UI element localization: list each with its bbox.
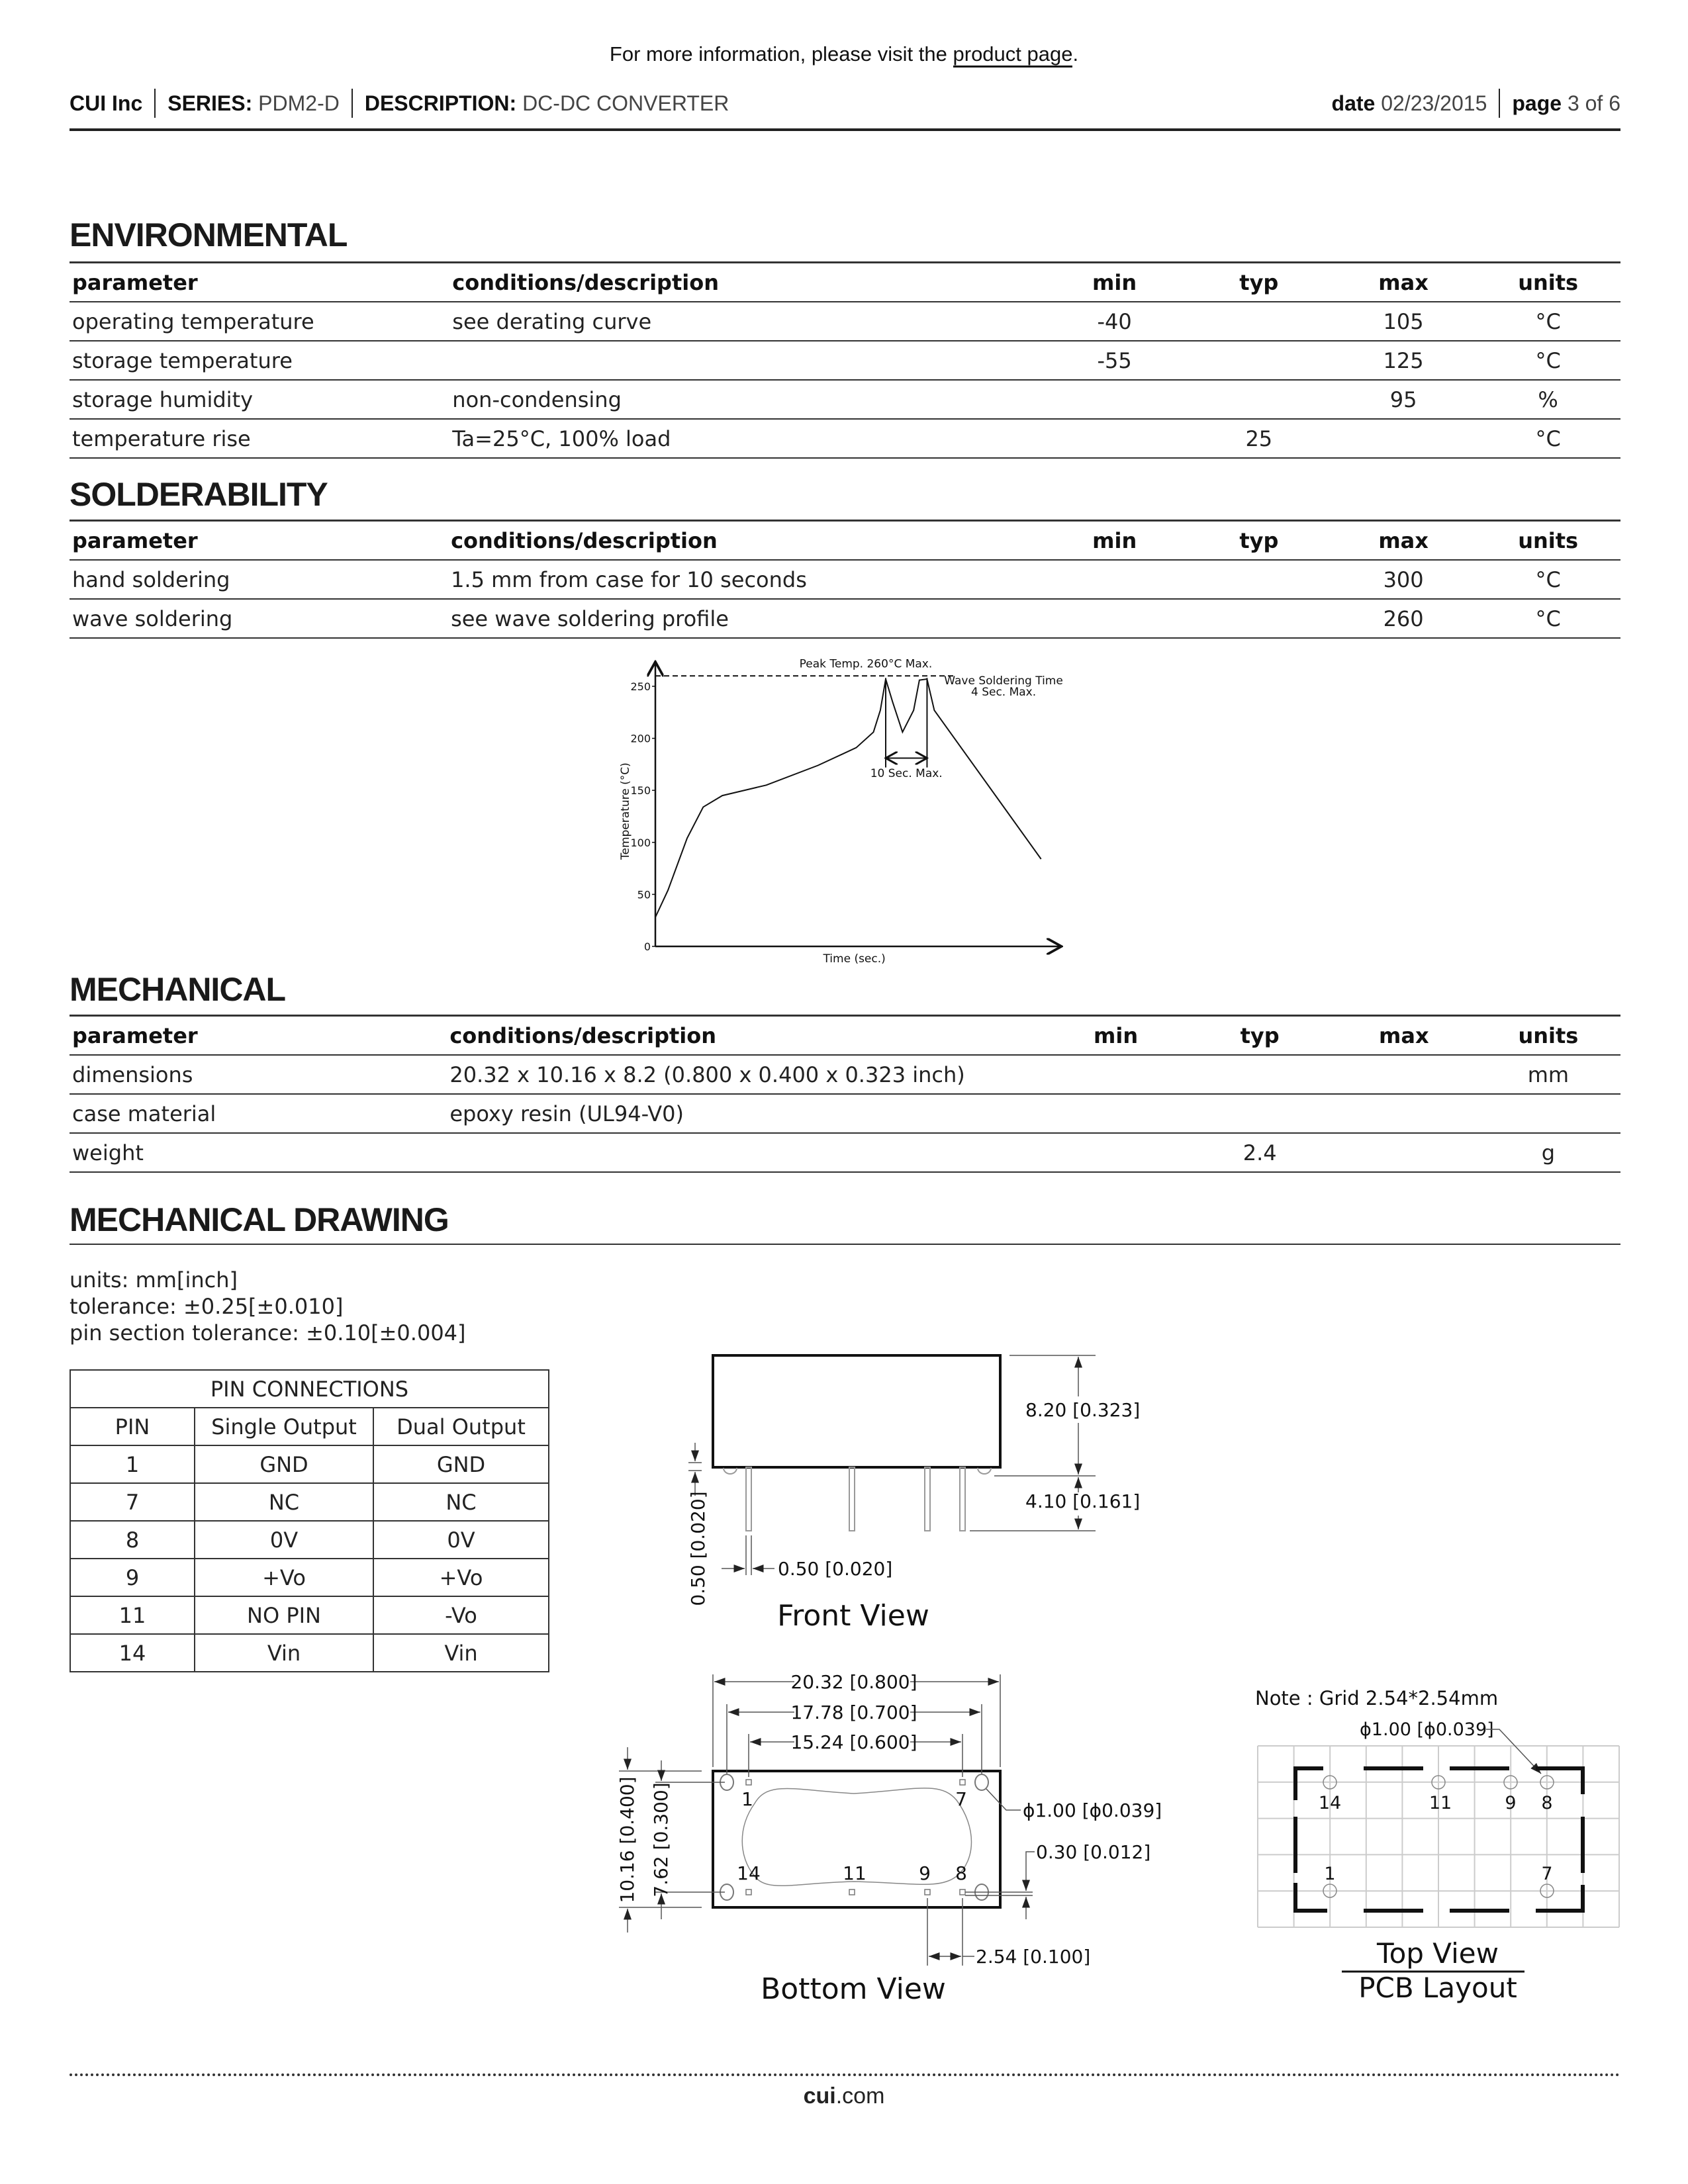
header-rule bbox=[70, 128, 1620, 131]
info-text: For more information, please visit the bbox=[609, 42, 953, 66]
doc-header-right bbox=[1332, 89, 1620, 118]
section-rule bbox=[70, 1244, 1620, 1245]
cell-units: % bbox=[1476, 380, 1620, 419]
hole-dimension: ϕ1.00 [ϕ0.039] bbox=[1023, 1799, 1162, 1821]
cell-units: °C bbox=[1476, 302, 1620, 341]
table-row bbox=[70, 560, 1620, 599]
cell-max: 300 bbox=[1331, 560, 1476, 599]
front-view bbox=[687, 1355, 1140, 1633]
wave-time-annotation-2: 4 Sec. Max. bbox=[970, 686, 1037, 700]
column-header: min bbox=[1044, 1016, 1188, 1056]
single-output-value: NO PIN bbox=[195, 1596, 373, 1634]
grid-note: Note : Grid 2.54*2.54mm bbox=[1255, 1687, 1499, 1709]
cell-units: °C bbox=[1476, 599, 1620, 638]
pin-number: 9 bbox=[70, 1559, 195, 1596]
cell-typ: 2.4 bbox=[1188, 1133, 1332, 1172]
units-note bbox=[70, 1267, 466, 1346]
peak-annotation: Peak Temp. 260°C Max. bbox=[799, 657, 933, 671]
column-header: min bbox=[1043, 521, 1187, 561]
pin-row bbox=[70, 1483, 549, 1521]
units-text: units: mm[inch] bbox=[70, 1267, 238, 1293]
date-label: date bbox=[1331, 91, 1376, 115]
column-header: units bbox=[1476, 1016, 1620, 1056]
dual-output-value: NC bbox=[373, 1483, 549, 1521]
y-tick-label: 200 bbox=[630, 732, 651, 745]
interval-annotation: 10 Sec. Max. bbox=[870, 766, 943, 780]
front-view-title: Front View bbox=[777, 1599, 929, 1633]
column-header: conditions/description bbox=[447, 1016, 1043, 1056]
pin-label: 14 bbox=[737, 1862, 761, 1884]
column-header: conditions/description bbox=[449, 263, 1042, 302]
cell-parameter: storage humidity bbox=[70, 380, 449, 419]
bottom-view bbox=[616, 1671, 1162, 2006]
cell-max: 125 bbox=[1331, 341, 1476, 380]
pin-number: 8 bbox=[70, 1521, 195, 1559]
pin-row bbox=[70, 1521, 549, 1559]
y-tick-label: 250 bbox=[630, 680, 651, 693]
cell-parameter: operating temperature bbox=[70, 302, 449, 341]
cell-conditions-description: 1.5 mm from case for 10 seconds bbox=[448, 560, 1043, 599]
footer-site-rest: .com bbox=[835, 2083, 885, 2109]
column-header: units bbox=[1476, 521, 1620, 561]
page-value: 3 of 6 bbox=[1567, 91, 1620, 115]
pin-label: 9 bbox=[919, 1862, 931, 1884]
cell-typ bbox=[1187, 599, 1331, 638]
mechanical-drawings bbox=[596, 1324, 1655, 2038]
table-header-row bbox=[70, 1016, 1620, 1056]
y-tick-label: 0 bbox=[643, 940, 651, 953]
pin-width-dimension: 0.50 [0.020] bbox=[778, 1558, 893, 1580]
column-header: parameter bbox=[70, 263, 449, 302]
section-title-mechanical-drawing: MECHANICAL DRAWING bbox=[70, 1201, 449, 1238]
cell-typ bbox=[1187, 380, 1331, 419]
cell-parameter: hand soldering bbox=[70, 560, 448, 599]
cell-conditions-description: epoxy resin (UL94-V0) bbox=[447, 1094, 1043, 1133]
cell-units: °C bbox=[1476, 419, 1620, 458]
cell-min bbox=[1043, 599, 1187, 638]
outer-pin-span-dimension: 17.78 [0.700] bbox=[790, 1702, 917, 1723]
cell-units: °C bbox=[1476, 341, 1620, 380]
cell-typ: 25 bbox=[1187, 419, 1331, 458]
y-tick-label: 50 bbox=[637, 888, 651, 901]
pin-label: 8 bbox=[955, 1862, 967, 1884]
pin-length-dimension: 4.10 [0.161] bbox=[1025, 1490, 1141, 1512]
solderability-table bbox=[70, 520, 1620, 639]
profile-curve bbox=[655, 679, 1041, 917]
product-page-link[interactable]: product page bbox=[953, 42, 1073, 68]
pin-number: 11 bbox=[70, 1596, 195, 1634]
cell-min: -40 bbox=[1042, 302, 1186, 341]
cell-parameter: storage temperature bbox=[70, 341, 449, 380]
column-header: typ bbox=[1187, 521, 1331, 561]
column-header: max bbox=[1332, 1016, 1476, 1056]
y-tick-label: 150 bbox=[630, 784, 651, 797]
footer-site[interactable] bbox=[0, 2083, 1688, 2109]
pcb-pin-label: 7 bbox=[1541, 1864, 1553, 1884]
pin-table-title: PIN CONNECTIONS bbox=[70, 1370, 549, 1408]
cell-conditions-description bbox=[447, 1133, 1043, 1172]
top-view-title: Top View bbox=[1377, 1937, 1499, 1970]
bottom-view-title: Bottom View bbox=[761, 1972, 946, 2006]
width-dimension: 10.16 [0.400] bbox=[616, 1776, 638, 1903]
single-output-value: 0V bbox=[195, 1521, 373, 1559]
cell-conditions-description: 20.32 x 10.16 x 8.2 (0.800 x 0.400 x 0.323 inch) bbox=[447, 1055, 1043, 1094]
table-row bbox=[70, 380, 1620, 419]
pin-row bbox=[70, 1445, 549, 1483]
pin-label: 1 bbox=[741, 1788, 753, 1810]
divider bbox=[1499, 89, 1500, 118]
height-dimension: 8.20 [0.323] bbox=[1025, 1399, 1141, 1421]
pins bbox=[724, 1467, 991, 1531]
standoff-dimension: 0.50 [0.020] bbox=[687, 1491, 709, 1606]
pin-row bbox=[70, 1596, 549, 1634]
column-header: max bbox=[1331, 263, 1476, 302]
table-row bbox=[70, 1133, 1620, 1172]
column-header: typ bbox=[1187, 263, 1331, 302]
footer-rule bbox=[70, 2073, 1620, 2076]
dual-output-value: 0V bbox=[373, 1521, 549, 1559]
column-header: units bbox=[1476, 263, 1620, 302]
pin-row bbox=[70, 1634, 549, 1672]
cell-parameter: case material bbox=[70, 1094, 447, 1133]
footer-site-bold: cui bbox=[803, 2083, 836, 2109]
section-title-environmental: ENVIRONMENTAL bbox=[70, 216, 348, 253]
pin-header: PIN bbox=[70, 1408, 195, 1445]
series-value: PDM2-D bbox=[258, 91, 340, 115]
cell-conditions-description: Ta=25°C, 100% load bbox=[449, 419, 1042, 458]
pitch-dimension: 2.54 [0.100] bbox=[976, 1946, 1091, 1968]
pin-connections-table bbox=[70, 1369, 549, 1672]
single-output-value: GND bbox=[195, 1445, 373, 1483]
cell-max bbox=[1332, 1133, 1476, 1172]
dual-output-value: +Vo bbox=[373, 1559, 549, 1596]
tolerance-text: tolerance: ±0.25[±0.010] bbox=[70, 1294, 344, 1319]
table-row bbox=[70, 1055, 1620, 1094]
cell-typ bbox=[1187, 341, 1331, 380]
cell-min bbox=[1044, 1055, 1188, 1094]
table-header-row bbox=[70, 263, 1620, 302]
cell-typ bbox=[1187, 302, 1331, 341]
y-axis-label: Temperature (°C) bbox=[619, 762, 632, 860]
column-header: conditions/description bbox=[448, 521, 1043, 561]
pcb-pin-label: 1 bbox=[1324, 1864, 1336, 1884]
pin-row bbox=[70, 1559, 549, 1596]
pcb-layout bbox=[1255, 1687, 1619, 2004]
cell-max: 105 bbox=[1331, 302, 1476, 341]
mechanical-table bbox=[70, 1015, 1620, 1173]
pin-size-dimension: 0.30 [0.012] bbox=[1036, 1841, 1151, 1863]
cell-max: 260 bbox=[1331, 599, 1476, 638]
cell-typ bbox=[1188, 1094, 1332, 1133]
cell-max bbox=[1331, 419, 1476, 458]
dual-output-value: Vin bbox=[373, 1634, 549, 1672]
cell-units bbox=[1476, 1094, 1620, 1133]
info-end: . bbox=[1072, 42, 1079, 66]
inner-pin-span-dimension: 15.24 [0.600] bbox=[790, 1731, 917, 1753]
info-note bbox=[0, 42, 1688, 66]
pin-tolerance-text: pin section tolerance: ±0.10[±0.004] bbox=[70, 1320, 466, 1345]
column-header: max bbox=[1331, 521, 1476, 561]
cell-max bbox=[1332, 1094, 1476, 1133]
cell-parameter: dimensions bbox=[70, 1055, 447, 1094]
column-header: typ bbox=[1188, 1016, 1332, 1056]
pcb-hole-dimension: ϕ1.00 [ϕ0.039] bbox=[1360, 1719, 1494, 1740]
environmental-table bbox=[70, 261, 1620, 459]
pcb-pin-label: 8 bbox=[1541, 1793, 1553, 1813]
cell-min bbox=[1044, 1133, 1188, 1172]
section-title-solderability: SOLDERABILITY bbox=[70, 476, 328, 513]
pcb-grid bbox=[1258, 1746, 1619, 1927]
dual-output-value: GND bbox=[373, 1445, 549, 1483]
date-value: 02/23/2015 bbox=[1381, 91, 1487, 115]
cell-units: mm bbox=[1476, 1055, 1620, 1094]
page-label: page bbox=[1512, 91, 1562, 115]
cell-conditions-description bbox=[449, 341, 1042, 380]
cell-min bbox=[1042, 419, 1186, 458]
pin-label: 7 bbox=[955, 1788, 967, 1810]
x-axis-label: Time (sec.) bbox=[823, 952, 886, 966]
wave-time-annotation: Wave Soldering Time bbox=[944, 674, 1063, 688]
cell-typ bbox=[1187, 560, 1331, 599]
cell-max: 95 bbox=[1331, 380, 1476, 419]
divider bbox=[154, 89, 156, 118]
divider bbox=[352, 89, 353, 118]
row-span-dimension: 7.62 [0.300] bbox=[650, 1782, 672, 1897]
dual-output-header: Dual Output bbox=[373, 1408, 549, 1445]
table-header-row bbox=[70, 521, 1620, 561]
length-dimension: 20.32 [0.800] bbox=[790, 1671, 917, 1693]
pcb-layout-title: PCB Layout bbox=[1358, 1972, 1517, 2004]
single-output-value: +Vo bbox=[195, 1559, 373, 1596]
table-row bbox=[70, 302, 1620, 341]
cell-conditions-description: non-condensing bbox=[449, 380, 1042, 419]
cell-parameter: weight bbox=[70, 1133, 447, 1172]
cell-units: °C bbox=[1476, 560, 1620, 599]
column-header: parameter bbox=[70, 521, 448, 561]
cell-max bbox=[1332, 1055, 1476, 1094]
cell-typ bbox=[1188, 1055, 1332, 1094]
company-name: CUI Inc bbox=[70, 91, 143, 115]
cell-parameter: temperature rise bbox=[70, 419, 449, 458]
cell-parameter: wave soldering bbox=[70, 599, 448, 638]
description-value: DC-DC CONVERTER bbox=[522, 91, 729, 115]
dual-output-value: -Vo bbox=[373, 1596, 549, 1634]
pin-label: 11 bbox=[843, 1862, 867, 1884]
table-row bbox=[70, 341, 1620, 380]
cell-conditions-description: see derating curve bbox=[449, 302, 1042, 341]
y-tick-label: 100 bbox=[630, 836, 651, 849]
cell-min bbox=[1044, 1094, 1188, 1133]
cell-conditions-description: see wave soldering profile bbox=[448, 599, 1043, 638]
cell-min bbox=[1043, 560, 1187, 599]
description-label: DESCRIPTION: bbox=[364, 91, 517, 115]
series-label: SERIES: bbox=[167, 91, 253, 115]
table-row bbox=[70, 419, 1620, 458]
pcb-pin-label: 9 bbox=[1505, 1793, 1517, 1813]
table-row bbox=[70, 599, 1620, 638]
table-row bbox=[70, 1094, 1620, 1133]
section-title-mechanical: MECHANICAL bbox=[70, 971, 286, 1008]
pcb-pin-label: 14 bbox=[1318, 1793, 1342, 1813]
single-output-value: Vin bbox=[195, 1634, 373, 1672]
pin-number: 14 bbox=[70, 1634, 195, 1672]
pcb-pin-label: 11 bbox=[1429, 1793, 1452, 1813]
single-output-value: NC bbox=[195, 1483, 373, 1521]
column-header: min bbox=[1042, 263, 1186, 302]
pin-number: 1 bbox=[70, 1445, 195, 1483]
cell-units: g bbox=[1476, 1133, 1620, 1172]
cell-min bbox=[1042, 380, 1186, 419]
case-outline bbox=[713, 1355, 1000, 1467]
column-header: parameter bbox=[70, 1016, 447, 1056]
doc-header-left bbox=[70, 89, 729, 118]
single-output-header: Single Output bbox=[195, 1408, 373, 1445]
wave-soldering-chart bbox=[596, 649, 1099, 979]
pin-number: 7 bbox=[70, 1483, 195, 1521]
cell-min: -55 bbox=[1042, 341, 1186, 380]
